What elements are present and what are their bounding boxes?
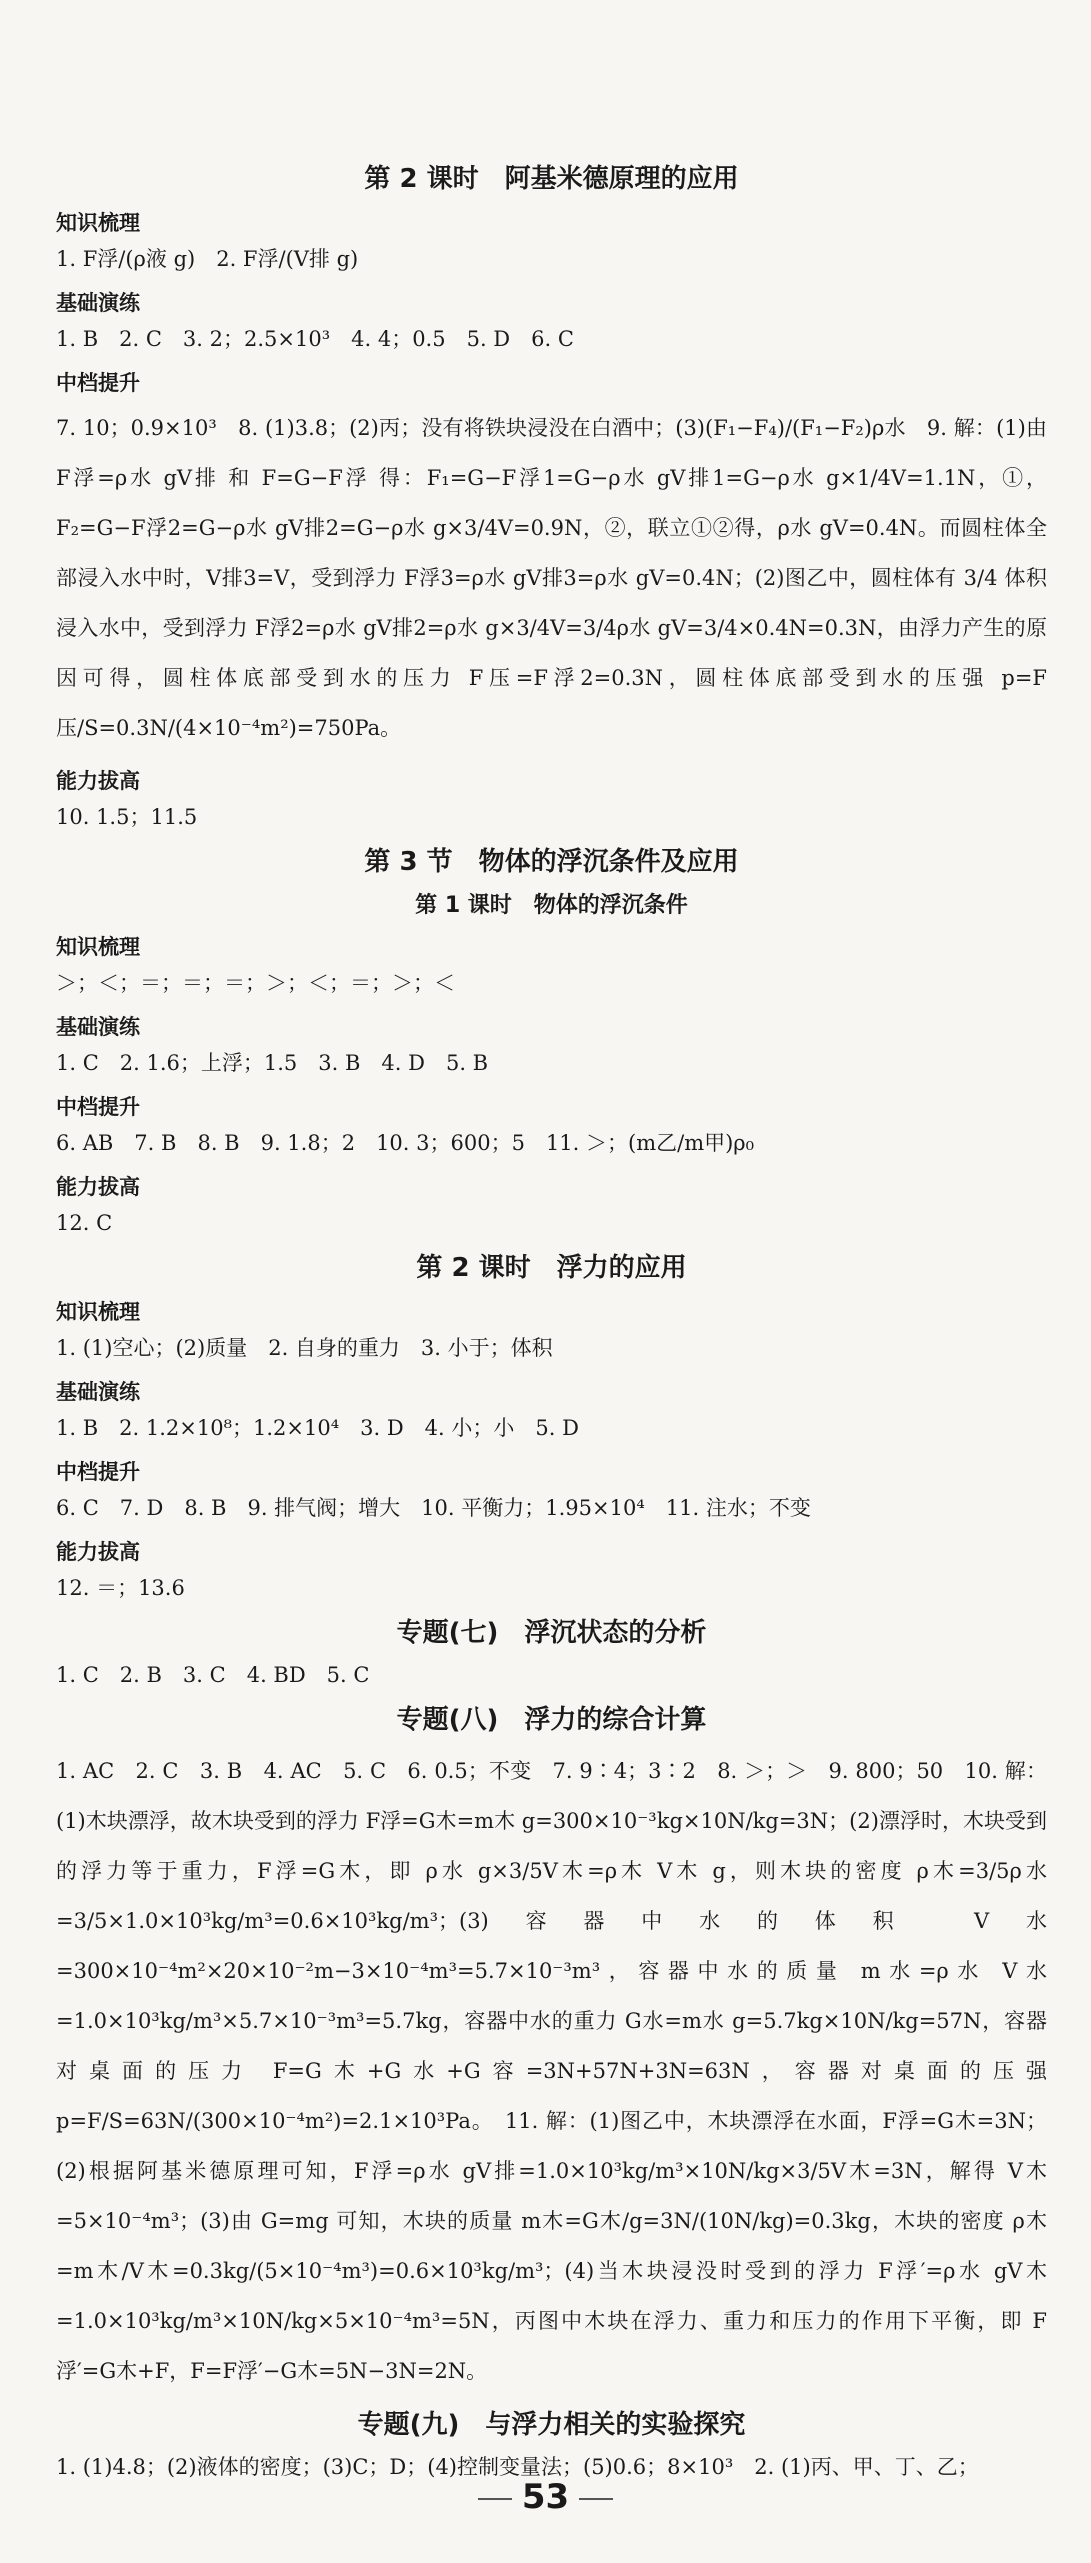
s3l2-mid: 6. C 7. D 8. B 9. 排气阀；增大 10. 平衡力；1.95×10⁴ 11. 注水；不变 (56, 1496, 811, 1520)
s3l1-basic-label: 基础演练 (56, 1015, 140, 1039)
s3l2-knowledge-label: 知识梳理 (56, 1300, 140, 1324)
s3l1-mid-label: 中档提升 (56, 1095, 140, 1119)
s3l1-knowledge: ＞；＜；＝；＝；＝；＞；＜；＝；＞；＜ (56, 971, 455, 995)
s3l2-high: 12. ＝；13.6 (56, 1576, 185, 1600)
topic7-title: 专题(七) 浮沉状态的分析 (396, 1618, 707, 1648)
s3l2-knowledge: 1. (1)空心；(2)质量 2. 自身的重力 3. 小于；体积 (56, 1336, 553, 1360)
s3l2-high-label: 能力拔高 (56, 1540, 140, 1564)
s3l1-mid: 6. AB 7. B 8. B 9. 1.8；2 10. 3；600；5 11. ＞；(m乙/m甲)ρ₀ (56, 1131, 755, 1155)
section3-lesson1-title: 第 1 课时 物体的浮沉条件 (415, 893, 688, 918)
topic8-title: 专题(八) 浮力的综合计算 (396, 1705, 707, 1735)
topic9-answers: 1. (1)4.8；(2)液体的密度；(3)C；D；(4)控制变量法；(5)0.6；8×10³ 2. (1)丙、甲、丁、乙； (56, 2455, 979, 2479)
s3l1-high-label: 能力拔高 (56, 1175, 140, 1199)
s3l1-basic: 1. C 2. 1.6；上浮；1.5 3. B 4. D 5. B (56, 1051, 489, 1075)
page-number: 53 (0, 2477, 1091, 2517)
lesson2-basic-label: 基础演练 (56, 291, 140, 315)
topic8-answers: 1. AC 2. C 3. B 4. AC 5. C 6. 0.5；不变 7. 9∶4；3∶2 8. ＞；＞ 9. 800；50 10. 解：(1)木块漂浮，故木块受到的浮力 F浮=G木=m木 g=300×10⁻³kg×10N/kg=3N；(2)漂浮时，木块受到的浮力等于重力，F浮=G木，即 ρ水 g×3/5V木=ρ木 V木 g，则木块的密度 ρ木=3/5ρ水=3/5×1.0×10³kg/m³=0.6×10³kg/m³；(3)容器中水的体积 V水=300×10⁻⁴m²×20×10⁻²m−3×10⁻⁴m³=5.7×10⁻³m³，容器中水的质量 m水=ρ水 V水=1.0×10³kg/m³×5.7×10⁻³m³=5.7kg，容器中水的重力 G水=m水 g=5.7kg×10N/kg=57N，容器对桌面的压力 F=G木+G水+G容=3N+57N+3N=63N，容器对桌面的压强 p=F/S=63N/(300×10⁻⁴m²)=2.1×10³Pa。 11. 解：(1)图乙中，木块漂浮在水面，F浮=G木=3N；(2)根据阿基米德原理可知，F浮=ρ水 gV排=1.0×10³kg/m³×10N/kg×3/5V木=3N，解得 V木=5×10⁻⁴m³；(3)由 G=mg 可知，木块的质量 m木=G木/g=3N/(10N/kg)=0.3kg，木块的密度 ρ木=m木/V木=0.3kg/(5×10⁻⁴m³)=0.6×10³kg/m³；(4)当木块浸没时受到的浮力 F浮′=ρ水 gV木=1.0×10³kg/m³×10N/kg×5×10⁻⁴m³=5N，丙图中木块在浮力、重力和压力的作用下平衡，即 F浮′=G木+F，F=F浮′−G木=5N−3N=2N。 (56, 1759, 1047, 2383)
s3l1-knowledge-label: 知识梳理 (56, 935, 140, 959)
lesson2-knowledge: 1. F浮/(ρ液 g) 2. F浮/(V排 g) (56, 247, 359, 271)
topic7-answers: 1. C 2. B 3. C 4. BD 5. C (56, 1663, 370, 1687)
s3l2-basic-label: 基础演练 (56, 1380, 140, 1404)
lesson2-mid: 7. 10；0.9×10³ 8. (1)3.8；(2)丙；没有将铁块浸没在白酒中；(3)(F₁−F₄)/(F₁−F₂)ρ水 9. 解：(1)由 F浮=ρ水 gV排 和 F=G−F浮 得：F₁=G−F浮1=G−ρ水 gV排1=G−ρ水 g×1/4V=1.1N，①，F₂=G−F浮2=G−ρ水 gV排2=G−ρ水 g×3/4V=0.9N，②，联立①②得，ρ水 gV=0.4N。而圆柱体全部浸入水中时，V排3=V，受到浮力 F浮3=ρ水 gV排3=ρ水 gV=0.4N；(2)图乙中，圆柱体有 3/4 体积浸入水中，受到浮力 F浮2=ρ水 gV排2=ρ水 g×3/4V=3/4ρ水 gV=3/4×0.4N=0.3N，由浮力产生的原因可得，圆柱体底部受到水的压力 F压=F浮2=0.3N，圆柱体底部受到水的压强 p=F压/S=0.3N/(4×10⁻⁴m²)=750Pa。 (56, 416, 1047, 740)
lesson2-knowledge-label: 知识梳理 (56, 211, 140, 235)
lesson2-basic: 1. B 2. C 3. 2；2.5×10³ 4. 4；0.5 5. D 6. C (56, 327, 574, 351)
lesson2-high: 10. 1.5；11.5 (56, 805, 198, 829)
s3l2-basic: 1. B 2. 1.2×10⁸；1.2×10⁴ 3. D 4. 小；小 5. D (56, 1416, 579, 1440)
lesson2-high-label: 能力拔高 (56, 769, 140, 793)
topic9-title: 专题(九) 与浮力相关的实验探究 (357, 2410, 746, 2440)
lesson2-mid-label: 中档提升 (56, 371, 140, 395)
s3l2-mid-label: 中档提升 (56, 1460, 140, 1484)
section3-lesson2-title: 第 2 课时 浮力的应用 (416, 1253, 687, 1283)
s3l1-high: 12. C (56, 1211, 113, 1235)
section3-title: 第 3 节 物体的浮沉条件及应用 (364, 847, 739, 877)
lesson2-title: 第 2 课时 阿基米德原理的应用 (364, 164, 739, 194)
